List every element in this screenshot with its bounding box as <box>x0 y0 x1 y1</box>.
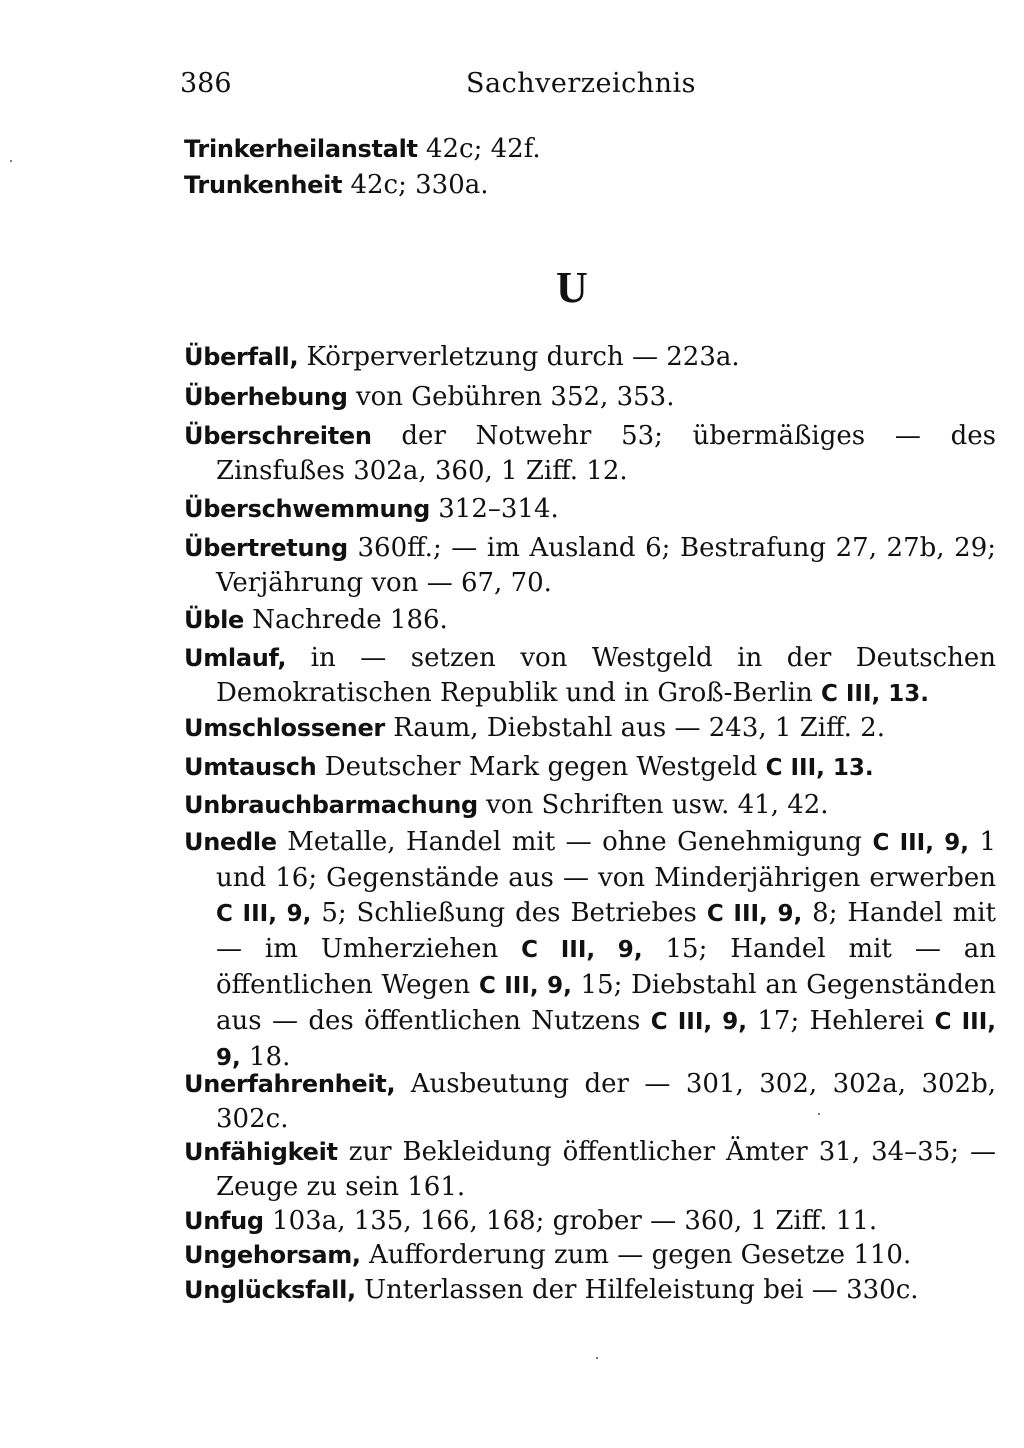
running-title: Sachverzeichnis <box>466 68 696 99</box>
entry-headword: Unglücksfall, <box>184 1276 356 1304</box>
entry-headword: Umschlossener <box>184 714 385 742</box>
entry-text: 17; Hehlerei <box>746 1006 935 1036</box>
statute-reference: C III, 13. <box>820 681 930 707</box>
index-entry <box>184 1238 996 1273</box>
entry-headword: Umlauf, <box>184 644 287 672</box>
paper-speck <box>10 160 12 162</box>
index-entry <box>184 419 996 489</box>
index-entry <box>184 788 996 823</box>
entry-text: von Gebühren 352, 353. <box>347 382 675 412</box>
entry-text: Nachrede 186. <box>243 605 448 635</box>
entry-text: 18. <box>240 1042 291 1072</box>
entry-headword: Trinkerheilanstalt <box>184 135 418 163</box>
entry-text: 1 und 16; Gegenstände aus — von Minderjährigen erwerben <box>216 827 997 893</box>
entry-headword: Trunkenheit <box>184 171 343 199</box>
entry-headword: Unfähigkeit <box>184 1138 338 1166</box>
statute-reference: C III, 9, <box>872 830 969 856</box>
index-entry <box>184 711 996 746</box>
statute-reference: C III, 13. <box>765 755 874 781</box>
index-entry <box>184 168 996 203</box>
entry-text: 360ff.; — im Ausland 6; Bestrafung 27, 27b, 29; Verjährung von — 67, 70. <box>216 533 996 598</box>
page-header <box>0 68 1024 102</box>
index-entry <box>184 750 996 786</box>
entry-text: der Notwehr 53; übermäßiges — des Zinsfußes 302a, 360, 1 Ziff. 12. <box>216 421 996 486</box>
index-entry <box>184 1135 996 1205</box>
page-number: 386 <box>180 68 232 99</box>
entry-headword: Überfall, <box>184 343 299 371</box>
entry-text: 15; Handel mit — an öffentlichen Wegen <box>216 934 996 1000</box>
statute-reference: C III, 9, <box>650 1009 747 1035</box>
entry-headword: Unfug <box>184 1207 264 1235</box>
index-entry <box>184 492 996 527</box>
index-entry <box>184 603 996 638</box>
entry-text: Deutscher Mark gegen Westgeld <box>316 752 766 782</box>
entry-headword: Unbrauchbarmachung <box>184 791 478 819</box>
entry-text: Unterlassen der Hilfeleistung bei — 330c. <box>355 1275 919 1305</box>
entry-text: Metalle, Handel mit — ohne Genehmigung <box>276 827 873 857</box>
statute-reference: C III, 9, <box>706 901 803 927</box>
entry-text: 8; Handel mit — im Umherziehen <box>216 898 997 964</box>
statute-reference: C III, 9, <box>521 937 643 963</box>
index-entry <box>184 1273 996 1308</box>
statute-reference: C III, 9, <box>216 1009 996 1071</box>
entry-text: 42c; 330a. <box>342 170 489 200</box>
entry-text: zur Bekleidung öffentlicher Ämter 31, 34–35; — Zeuge zu sein 161. <box>216 1137 996 1202</box>
entry-headword: Ungehorsam, <box>184 1241 361 1269</box>
index-entry <box>184 641 996 712</box>
paper-speck <box>596 1357 598 1359</box>
entry-text: 312–314. <box>430 494 559 524</box>
index-entry <box>184 340 996 375</box>
entry-text: Ausbeutung der — 301, 302, 302a, 302b, 302c. <box>216 1069 996 1134</box>
index-entry <box>184 825 996 1076</box>
entry-headword: Unerfahrenheit, <box>184 1070 396 1098</box>
entry-headword: Überhebung <box>184 383 348 411</box>
entry-text: von Schriften usw. 41, 42. <box>477 790 829 820</box>
entry-headword: Überschwemmung <box>184 495 430 523</box>
statute-reference: C III, 9, <box>478 973 572 999</box>
paper-speck <box>818 1113 820 1115</box>
entry-text: 15; Diebstahl an Gegenständen aus — des öffentlichen Nutzens <box>216 970 996 1036</box>
entry-headword: Unedle <box>184 828 277 856</box>
entry-text: Raum, Diebstahl aus — 243, 1 Ziff. 2. <box>384 713 885 743</box>
entry-text: 42c; 42f. <box>417 134 541 164</box>
statute-reference: C III, 9, <box>216 901 312 927</box>
index-entry <box>184 1204 996 1239</box>
entry-text: in — setzen von Westgeld in der Deutschen Demokratischen Republik und in Groß-Berlin <box>216 643 996 708</box>
entry-headword: Umtausch <box>184 753 317 781</box>
entry-text: Aufforderung zum — gegen Gesetze 110. <box>360 1240 912 1270</box>
section-letter: U <box>556 263 588 312</box>
entry-text: Körperverletzung durch — 223a. <box>298 342 740 372</box>
entry-text: 103a, 135, 166, 168; grober — 360, 1 Ziff. 11. <box>263 1206 878 1236</box>
entry-headword: Überschreiten <box>184 422 372 450</box>
entry-headword: Übertretung <box>184 534 348 562</box>
index-entry <box>184 132 996 167</box>
entry-headword: Üble <box>184 606 244 634</box>
entry-text: 5; Schließung des Betriebes <box>311 898 707 928</box>
index-entry <box>184 380 996 415</box>
index-entry <box>184 1067 996 1137</box>
index-entry <box>184 531 996 601</box>
